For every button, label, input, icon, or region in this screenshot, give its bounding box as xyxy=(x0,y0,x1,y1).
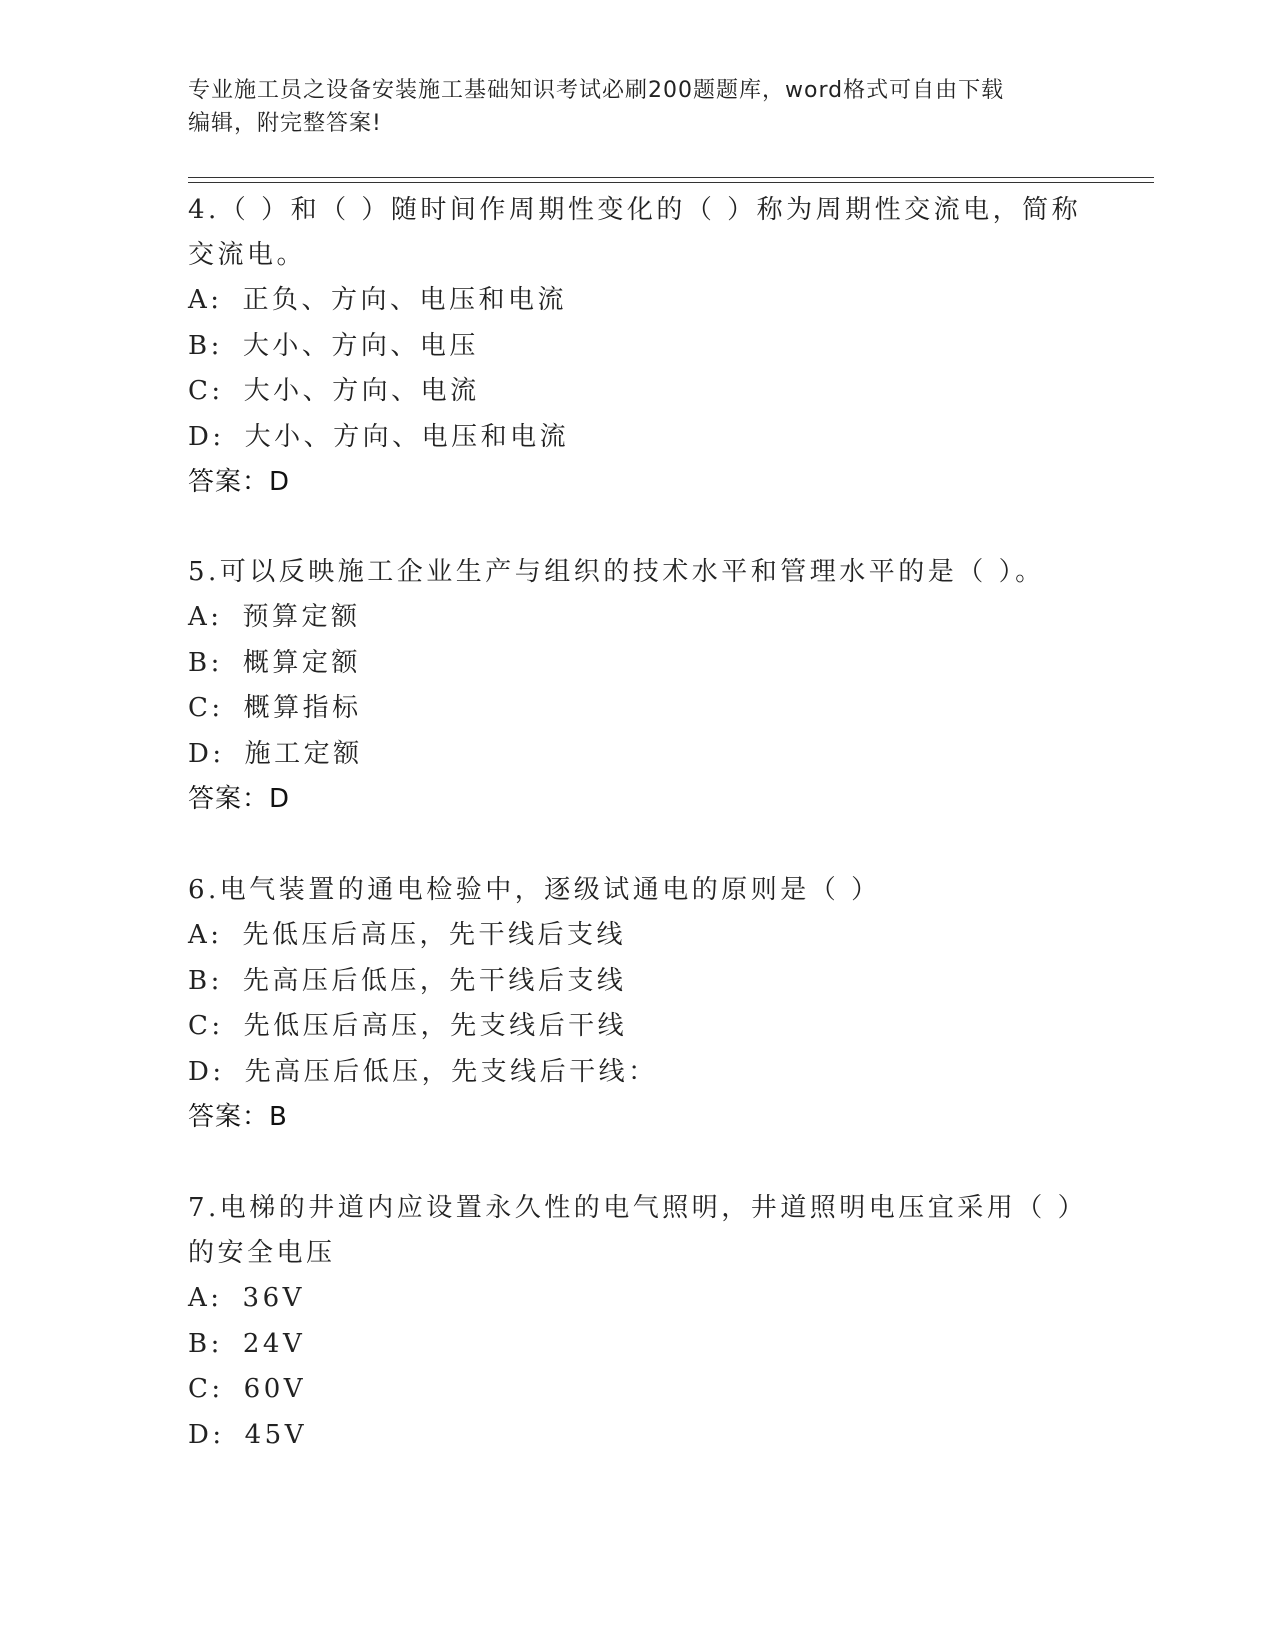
header-divider-top xyxy=(188,177,1154,178)
option-a xyxy=(188,913,1088,959)
option-c xyxy=(188,369,1088,415)
option-a xyxy=(188,595,1088,641)
option-text: 概算指标 xyxy=(243,693,362,723)
header-title-line1: 专业施工员之设备安装施工基础知识考试必刷200题题库，word格式可自由下载 xyxy=(188,78,1005,103)
option-d xyxy=(188,1413,1088,1459)
option-c xyxy=(188,1004,1088,1050)
option-text: 大小、方向、电压和电流 xyxy=(244,421,570,452)
answer-label: 答案：B xyxy=(188,1102,288,1132)
option-text: 60V xyxy=(243,1374,307,1404)
option-text: 正负、方向、电压和电流 xyxy=(242,285,568,315)
option-text: 45V xyxy=(244,1419,307,1450)
option-b xyxy=(188,1322,1088,1368)
answer-label: 答案：D xyxy=(188,467,291,497)
option-key: C: xyxy=(188,1374,224,1404)
option-key: B: xyxy=(188,330,223,361)
question-4 xyxy=(188,188,1088,505)
option-text: 大小、方向、电流 xyxy=(243,376,480,406)
option-key: D: xyxy=(188,1056,225,1087)
question-6 xyxy=(188,868,1088,1140)
option-c xyxy=(188,686,1088,732)
option-key: D: xyxy=(188,421,225,452)
option-key: B: xyxy=(188,647,223,678)
answer-label: 答案：D xyxy=(188,784,291,814)
option-text: 36V xyxy=(242,1283,305,1313)
question-text-line1: 4.（ ）和（ ）随时间作周期性变化的（ ）称为周期性交流电，简称 xyxy=(188,195,1082,225)
option-key: B: xyxy=(188,965,223,996)
option-key: D: xyxy=(188,738,225,769)
question-5 xyxy=(188,550,1088,822)
option-key: C: xyxy=(188,376,224,406)
question-7 xyxy=(188,1186,1088,1458)
question-text-line2: 交流电。 xyxy=(188,240,307,270)
option-text: 概算定额 xyxy=(242,647,361,678)
option-key: C: xyxy=(188,1011,224,1041)
option-text: 先低压后高压，先干线后支线 xyxy=(242,920,627,950)
option-b xyxy=(188,641,1088,687)
option-key: D: xyxy=(188,1419,225,1450)
option-text: 先高压后低压，先支线后干线： xyxy=(244,1056,658,1087)
option-text: 预算定额 xyxy=(242,602,361,632)
header-title-line2: 编辑，附完整答案! xyxy=(188,111,382,136)
option-text: 先高压后低压，先干线后支线 xyxy=(242,965,627,996)
option-key: A: xyxy=(188,602,223,632)
option-text: 大小、方向、电压 xyxy=(242,330,479,361)
option-text: 24V xyxy=(242,1328,306,1359)
option-key: A: xyxy=(188,920,223,950)
option-b xyxy=(188,324,1088,370)
option-text: 施工定额 xyxy=(244,738,363,769)
option-d xyxy=(188,732,1088,778)
question-text-line1: 6.电气装置的通电检验中，逐级试通电的原则是（ ） xyxy=(188,875,881,905)
question-text-line2: 的安全电压 xyxy=(188,1238,336,1268)
option-key: A: xyxy=(188,285,223,315)
option-a xyxy=(188,1276,1088,1322)
option-key: A: xyxy=(188,1283,223,1313)
header-divider-bottom xyxy=(188,182,1154,183)
question-text-line1: 7.电梯的井道内应设置永久性的电气照明，井道照明电压宜采用（ ） xyxy=(188,1193,1088,1223)
question-text-line1: 5.可以反映施工企业生产与组织的技术水平和管理水平的是（ ）。 xyxy=(188,557,1045,587)
document-header xyxy=(188,74,1088,140)
option-text: 先低压后高压，先支线后干线 xyxy=(243,1011,628,1041)
option-b xyxy=(188,959,1088,1005)
option-key: C: xyxy=(188,693,224,723)
option-d xyxy=(188,415,1088,461)
option-d xyxy=(188,1050,1088,1096)
option-key: B: xyxy=(188,1328,223,1359)
option-c xyxy=(188,1367,1088,1413)
option-a xyxy=(188,278,1088,324)
